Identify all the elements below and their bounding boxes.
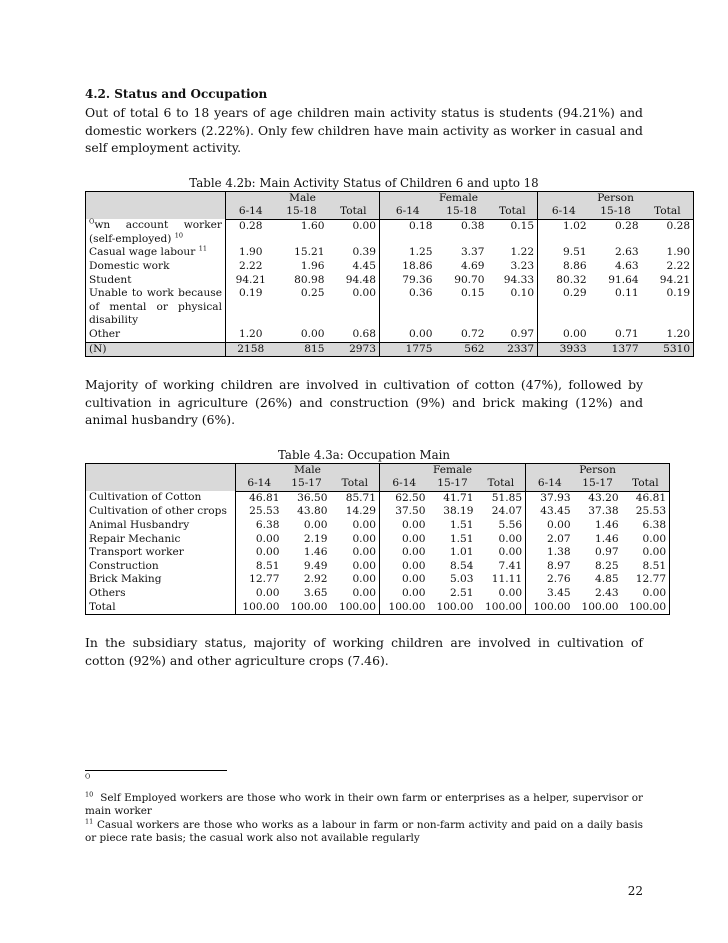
t1-cell: 0.00 <box>538 328 590 342</box>
t1-cell: 1.60 <box>300 219 325 232</box>
t2-subheader: Total <box>622 477 670 491</box>
t1-cell: 18.86 <box>380 260 436 274</box>
t2-cell: 2.51 <box>449 586 474 599</box>
footnote-11-number: 11 <box>85 817 94 826</box>
t2-cell: 4.85 <box>594 573 619 586</box>
t2-cell: 0.00 <box>236 533 283 547</box>
t2-cell: 8.25 <box>594 559 619 572</box>
t1-cell: 1.96 <box>300 259 325 272</box>
table-4-2b-group-female: Female <box>380 191 538 205</box>
t2-row <box>86 491 670 505</box>
table-4-2b-group-male: Male <box>226 191 380 205</box>
t2-cell: 0.00 <box>352 586 377 599</box>
t2-cell: 0.00 <box>622 546 670 560</box>
t2-cell: 2.19 <box>303 532 328 545</box>
t1-subheader: 6-14 <box>538 205 590 219</box>
t2-subheader: 6-14 <box>236 477 283 491</box>
t1-cell: 0.28 <box>614 219 639 232</box>
t2-cell: 1.46 <box>594 519 619 531</box>
t2-cell: 100.00 <box>331 601 380 615</box>
row-label-text: Animal Husbandry <box>89 519 190 531</box>
t2-cell: 0.00 <box>303 519 328 531</box>
t2-cell: 0.00 <box>236 546 283 560</box>
section-heading: 4.2. Status and Occupation <box>85 87 268 101</box>
t1-cell: 815 <box>276 342 328 357</box>
t1-cell: 0.15 <box>460 287 485 300</box>
t2-cell: 2.43 <box>594 586 619 599</box>
t1-cell: 0.00 <box>352 219 377 232</box>
t1-subheader: 6-14 <box>226 205 276 219</box>
t1-cell: 1377 <box>590 342 642 357</box>
t1-cell: 0.28 <box>226 219 276 246</box>
t2-subheader: 6-14 <box>380 477 429 491</box>
t2-cell: 0.00 <box>380 546 429 560</box>
row-label-text: Construction <box>89 559 159 572</box>
t1-cell: 94.21 <box>226 274 276 288</box>
t2-cell: 12.77 <box>236 573 283 587</box>
table-4-2b-corner <box>86 191 226 219</box>
t1-cell: 0.68 <box>352 327 377 340</box>
t1-row-label <box>86 246 226 260</box>
t1-cell: 0.28 <box>642 219 694 246</box>
t2-subheader: 15-17 <box>574 477 622 491</box>
table-4-3a <box>85 463 670 616</box>
t2-cell: 51.85 <box>491 491 523 504</box>
t1-row-label <box>86 342 226 357</box>
t2-cell: 0.00 <box>498 586 523 599</box>
superscript-mark: O <box>89 217 95 226</box>
t2-cell: 3.45 <box>526 587 574 601</box>
t2-cell: 38.19 <box>443 505 474 518</box>
t2-cell: 0.00 <box>380 560 429 574</box>
t1-cell: 0.29 <box>538 287 590 328</box>
t1-cell: 80.32 <box>538 274 590 288</box>
t2-cell: 62.50 <box>380 491 429 505</box>
paragraph-status: Out of total 6 to 18 years of age children main activity status is students (94.21%) and domestic workers (2.22%). Only few children have main activity as worker in casual and self employment activity. <box>85 105 643 155</box>
t2-cell: 0.97 <box>594 546 619 559</box>
t1-cell: 0.25 <box>300 287 325 300</box>
t1-row-label <box>86 260 226 274</box>
t1-cell: 1775 <box>380 342 436 357</box>
t2-cell: 0.00 <box>498 546 523 559</box>
t1-cell: 2.63 <box>614 246 639 259</box>
t2-cell: 1.51 <box>449 519 474 531</box>
t2-cell: 1.51 <box>449 532 474 545</box>
t2-cell: 100.00 <box>526 601 574 615</box>
table-4-3a-group-person: Person <box>526 463 670 477</box>
t2-cell: 0.00 <box>352 532 377 545</box>
t1-row <box>86 274 694 288</box>
row-label-text: Cultivation of other crops <box>89 505 227 518</box>
t2-cell: 37.38 <box>588 505 619 518</box>
row-label-text: Domestic work <box>89 259 170 272</box>
table-4-3a-corner <box>86 463 236 491</box>
t2-cell: 100.00 <box>236 601 283 615</box>
t2-cell: 37.50 <box>380 505 429 519</box>
t1-cell: 94.33 <box>503 273 535 286</box>
t1-cell: 0.36 <box>380 287 436 328</box>
t2-cell: 100.00 <box>477 601 526 615</box>
t1-row-label <box>86 328 226 342</box>
footnote-10 <box>85 792 643 819</box>
t1-cell: 0.18 <box>380 219 436 246</box>
t2-cell: 0.00 <box>352 573 377 586</box>
t1-cell: 3.37 <box>460 246 485 259</box>
t2-row-label <box>86 560 236 574</box>
footnote-ref: 10 <box>174 231 184 240</box>
t1-row <box>86 342 694 357</box>
t2-cell: 43.20 <box>588 491 619 504</box>
table-4-3a-group-female: Female <box>380 463 526 477</box>
t2-row <box>86 519 670 533</box>
row-label-text: Unable to work because of mental or physical disability <box>89 287 222 327</box>
t2-cell: 43.80 <box>297 505 328 518</box>
t2-cell: 2.07 <box>526 533 574 547</box>
t2-cell: 2.92 <box>303 573 328 586</box>
t1-cell: 0.39 <box>352 246 377 259</box>
t2-row-label <box>86 505 236 519</box>
t1-subheader: 15-18 <box>436 205 488 219</box>
t1-subheader: 15-18 <box>590 205 642 219</box>
t2-row <box>86 601 670 615</box>
t1-row-label <box>86 219 226 246</box>
t1-cell: 1.20 <box>642 328 694 342</box>
t2-cell: 9.49 <box>303 559 328 572</box>
t1-row <box>86 246 694 260</box>
t2-cell: 0.00 <box>622 587 670 601</box>
t2-cell: 11.11 <box>491 573 523 586</box>
t1-cell: 0.15 <box>510 219 535 232</box>
t1-row-label <box>86 287 226 328</box>
t2-cell: 0.00 <box>352 559 377 572</box>
t2-row-label <box>86 533 236 547</box>
t1-cell: 1.02 <box>538 219 590 246</box>
t2-cell: 100.00 <box>380 601 429 615</box>
t2-row <box>86 573 670 587</box>
t2-cell: 0.00 <box>498 532 523 545</box>
t2-cell: 8.54 <box>449 559 474 572</box>
t1-cell: 5310 <box>642 342 694 357</box>
t2-cell: 0.00 <box>352 519 377 531</box>
t1-cell: 0.71 <box>614 327 639 340</box>
t2-subheader: 6-14 <box>526 477 574 491</box>
t2-cell: 36.50 <box>297 491 328 504</box>
t2-cell: 46.81 <box>622 491 670 505</box>
table-4-3a-caption: Table 4.3a: Occupation Main <box>277 447 451 462</box>
t2-cell: 100.00 <box>429 601 477 615</box>
row-label-text: Student <box>89 273 132 286</box>
t2-cell: 0.00 <box>622 533 670 547</box>
t2-cell: 37.93 <box>526 491 574 505</box>
t2-cell: 8.51 <box>236 560 283 574</box>
t1-cell: 1.25 <box>380 246 436 260</box>
t2-cell: 5.03 <box>449 573 474 586</box>
t2-row <box>86 560 670 574</box>
t2-row-label <box>86 519 236 533</box>
t2-cell: 8.51 <box>622 560 670 574</box>
t1-cell: 0.00 <box>380 328 436 342</box>
table-4-2b-caption: Table 4.2b: Main Activity Status of Children 6 and upto 18 <box>189 175 539 190</box>
t2-cell: 0.00 <box>380 519 429 533</box>
row-label-text: Brick Making <box>89 573 162 586</box>
t1-subheader: Total <box>328 205 380 219</box>
t2-cell: 43.45 <box>526 505 574 519</box>
t2-cell: 25.53 <box>622 505 670 519</box>
t1-cell: 0.97 <box>510 327 535 340</box>
table-4-2b-group-person: Person <box>538 191 694 205</box>
t1-cell: 3.23 <box>510 259 535 272</box>
page-number: 22 <box>627 884 643 898</box>
t2-cell: 100.00 <box>574 601 622 615</box>
t1-cell: 4.63 <box>614 259 639 272</box>
footnote-11 <box>85 819 643 846</box>
t2-subheader: Total <box>331 477 380 491</box>
t1-subheader: Total <box>488 205 538 219</box>
t1-cell: 91.64 <box>608 273 639 286</box>
t1-cell: 94.21 <box>642 274 694 288</box>
t1-cell: 0.00 <box>300 327 325 340</box>
table-4-2b <box>85 191 694 358</box>
t2-row <box>86 533 670 547</box>
paragraph-occupation: Majority of working children are involved in cultivation of cotton (47%), followed by cultivation in agriculture (26%) and construction (9%) and brick making (12%) and animal husbandry (6%). <box>85 377 643 428</box>
t1-cell: 0.00 <box>352 287 377 300</box>
footnote-11-text: Casual workers are those who works as a labour in farm or non-farm activity and paid on a daily basis or piece rate basis; the casual work also not available regularly <box>85 818 643 845</box>
t1-cell: 2158 <box>226 342 276 357</box>
t2-cell: 46.81 <box>236 491 283 505</box>
t1-cell: 0.38 <box>460 219 485 232</box>
t2-cell: 1.01 <box>449 546 474 559</box>
table-4-3a-group-male: Male <box>236 463 380 477</box>
t1-cell: 15.21 <box>294 246 325 259</box>
t1-cell: 4.45 <box>352 259 377 272</box>
t2-cell: 6.38 <box>236 519 283 533</box>
t2-cell: 24.07 <box>491 505 523 518</box>
t1-cell: 4.69 <box>460 259 485 272</box>
t1-cell: 1.22 <box>510 246 535 259</box>
t2-row <box>86 587 670 601</box>
t1-cell: 90.70 <box>454 273 485 286</box>
footnote-o <box>85 774 643 788</box>
t2-cell: 7.41 <box>498 559 523 572</box>
t1-cell: 0.19 <box>226 287 276 328</box>
t1-cell: 80.98 <box>294 273 325 286</box>
row-label-text: Repair Mechanic <box>89 532 181 545</box>
t2-cell: 1.46 <box>594 532 619 545</box>
t2-cell: 0.00 <box>380 573 429 587</box>
t2-row-label <box>86 587 236 601</box>
t2-cell: 12.77 <box>622 573 670 587</box>
row-label-text: Cultivation of Cotton <box>89 491 202 504</box>
row-label-text: Other <box>89 327 121 340</box>
t2-cell: 0.00 <box>380 587 429 601</box>
t2-cell: 100.00 <box>283 601 331 615</box>
t2-cell: 14.29 <box>345 505 377 518</box>
t2-cell: 100.00 <box>622 601 670 615</box>
t1-cell: 2973 <box>328 342 380 357</box>
t1-subheader: 15-18 <box>276 205 328 219</box>
t2-cell: 0.00 <box>526 519 574 533</box>
t2-row-label <box>86 573 236 587</box>
t2-row-label <box>86 491 236 505</box>
row-label-text: Total <box>89 600 116 613</box>
footnote-ref: 11 <box>198 244 207 253</box>
t2-subheader: 15-17 <box>283 477 331 491</box>
t2-cell: 25.53 <box>236 505 283 519</box>
footnote-10-text: Self Employed workers are those who work in their own farm or enterprises as a helper, supervisor or main worker <box>85 791 643 818</box>
t2-row <box>86 505 670 519</box>
t2-cell: 85.71 <box>345 491 377 504</box>
t2-cell: 6.38 <box>622 519 670 533</box>
t1-cell: 2.22 <box>642 260 694 274</box>
row-label-text: (N) <box>89 342 107 355</box>
row-label-text: wn account worker <box>94 219 222 232</box>
paragraph-subsidiary: In the subsidiary status, majority of working children are involved in cultivation of cotton (92%) and other agriculture crops (7.46). <box>85 635 643 668</box>
t1-row <box>86 219 694 246</box>
t1-cell: 79.36 <box>380 274 436 288</box>
row-label-text: Transport worker <box>89 546 184 559</box>
footnote-10-number: 10 <box>85 790 94 799</box>
row-label-text: Casual wage labour <box>89 246 196 259</box>
t2-cell: 8.97 <box>526 560 574 574</box>
t1-cell: 9.51 <box>538 246 590 260</box>
footnote-separator <box>85 770 227 771</box>
t2-row <box>86 546 670 560</box>
row-label-text: Others <box>89 586 126 599</box>
t2-row-label <box>86 546 236 560</box>
t1-subheader: Total <box>642 205 694 219</box>
t1-row <box>86 260 694 274</box>
t2-cell: 2.76 <box>526 573 574 587</box>
footnotes <box>85 774 643 846</box>
t1-cell: 8.86 <box>538 260 590 274</box>
t1-cell: 3933 <box>538 342 590 357</box>
t1-cell: 562 <box>436 342 488 357</box>
t1-subheader: 6-14 <box>380 205 436 219</box>
t2-cell: 5.56 <box>498 519 523 531</box>
t2-cell: 0.00 <box>236 587 283 601</box>
t1-cell: 94.48 <box>345 273 377 286</box>
t2-row-label <box>86 601 236 615</box>
t1-cell: 2337 <box>488 342 538 357</box>
t2-cell: 0.00 <box>352 546 377 559</box>
t1-cell: 0.19 <box>642 287 694 328</box>
t1-cell: 1.90 <box>642 246 694 260</box>
t2-subheader: 15-17 <box>429 477 477 491</box>
main-content <box>85 86 691 669</box>
t1-row-label <box>86 274 226 288</box>
t2-cell: 1.38 <box>526 546 574 560</box>
t1-cell: 1.90 <box>226 246 276 260</box>
row-label-text-cont: (self-employed) <box>89 232 172 245</box>
t2-cell: 1.46 <box>303 546 328 559</box>
t2-subheader: Total <box>477 477 526 491</box>
t1-cell: 1.20 <box>226 328 276 342</box>
t2-cell: 0.00 <box>380 533 429 547</box>
t1-cell: 0.10 <box>510 287 535 300</box>
t1-cell: 0.72 <box>460 327 485 340</box>
t1-cell: 0.11 <box>614 287 639 300</box>
t1-row <box>86 287 694 328</box>
t1-cell: 2.22 <box>226 260 276 274</box>
footnote-o-mark: O <box>85 772 91 781</box>
t2-cell: 41.71 <box>443 491 474 504</box>
t2-cell: 3.65 <box>303 586 328 599</box>
t1-row <box>86 328 694 342</box>
